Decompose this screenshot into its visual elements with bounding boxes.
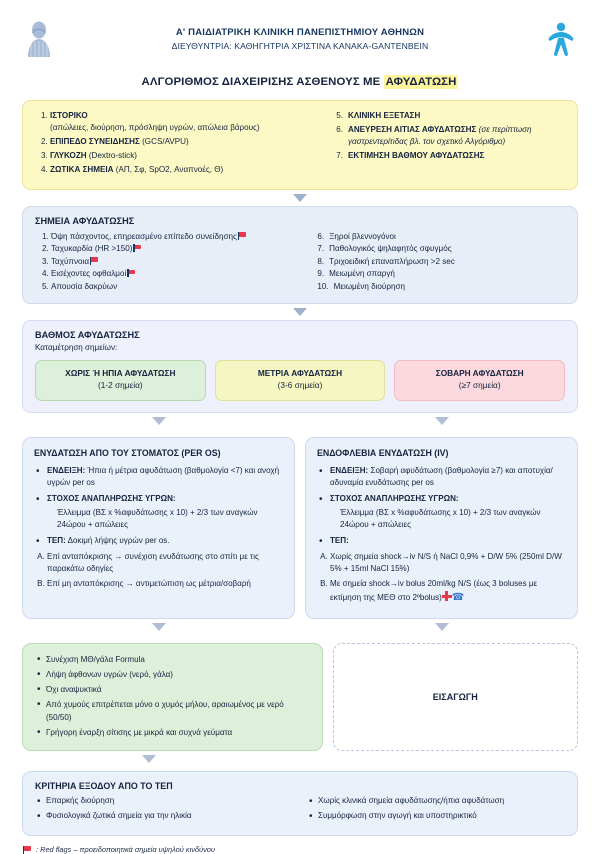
list-item: • Από χυμούς επιτρέπεται μόνο ο χυμός μήλου, αραιωμένος με νερό (50/50) xyxy=(46,698,310,724)
director-name: ΔΙΕΥΘΥΝΤΡΙΑ: ΚΑΘΗΓΗΤΡΙΑ ΧΡΙΣΤΙΝΑ ΚΑΝΑΚΑ-GANTENBEIN xyxy=(171,40,429,51)
history-item-2-note: (GCS/AVPU) xyxy=(139,136,189,146)
history-item-6-label: ΑΝΕΥΡΕΣΗ ΑΙΤΙΑΣ ΑΦΥΔΑΤΩΣΗΣ xyxy=(347,125,477,135)
university-emblem-icon xyxy=(22,18,56,60)
history-item-5-label: ΚΛΙΝΙΚΗ ΕΞΕΤΑΣΗ xyxy=(347,111,421,120)
history-item-3-note: (Dextro-stick) xyxy=(86,151,137,161)
oral-goal-label: ΣΤΟΧΟΣ ΑΝΑΠΛΗΡΩΣΗΣ ΥΓΡΩΝ: xyxy=(47,493,176,503)
sign-label: Μειωμένη διούρηση xyxy=(333,281,405,291)
footnote xyxy=(22,845,578,854)
dehydration-degree-box xyxy=(22,320,578,412)
list-item: • Γρήγορη έναρξη σίτισης με μικρά και συχνά γεύματα xyxy=(46,726,310,739)
page-title-prefix: ΑΛΓΟΡΙΘΜΟΣ ΔΙΑΧΕΙΡΙΣΗΣ ΑΣΘΕΝΟΥΣ ΜΕ xyxy=(141,76,384,88)
history-left-column xyxy=(35,110,326,179)
list-item: • Φυσιολογικά ζωτικά σημεία για την ηλικία xyxy=(46,810,293,823)
flow-arrow-4-left xyxy=(152,623,166,631)
sign-label: Μειωμένη σπαργή xyxy=(329,269,395,279)
flow-arrow-1 xyxy=(293,194,307,202)
signs-title: ΣΗΜΕΙΑ ΑΦΥΔΑΤΩΣΗΣ xyxy=(35,215,135,226)
red-flag-icon xyxy=(133,244,142,252)
list-item xyxy=(45,493,283,531)
sign-label: Παθολογικός ψηλαφητός σφυγμός xyxy=(329,244,452,254)
red-cross-icon xyxy=(442,591,452,601)
flow-arrow-5 xyxy=(142,755,156,763)
list-item xyxy=(50,150,326,162)
list-item: • Συνέχιση ΜΘ/γάλα Formula xyxy=(46,653,310,666)
footnote-text: : Red flags – προειδοποιητικά σημεία υψηλού κινδύνου xyxy=(36,845,215,854)
degree-cell-severe xyxy=(394,360,565,400)
oral-rehydration-box xyxy=(22,437,295,620)
history-item-7-label: ΕΚΤΙΜΗΣΗ ΒΑΘΜΟΥ ΑΦΥΔΑΤΩΣΗΣ xyxy=(347,151,485,161)
discharge-left-column xyxy=(35,795,293,825)
dehydration-signs-box xyxy=(22,206,578,305)
oral-indication-label: ΕΝΔΕΙΞΗ: xyxy=(47,465,86,475)
sign-number: 10. xyxy=(317,281,329,291)
iv-rehydration-header: ΕΝΔΟΦΛΕΒΙΑ ΕΝΥΔΑΤΩΣΗ (IV) xyxy=(317,447,449,458)
list-item xyxy=(45,465,283,489)
sign-label: Τριχοειδική επαναπλήρωση >2 sec xyxy=(329,256,455,266)
sign-label: Ταχυκαρδία (HR >150) xyxy=(51,244,133,254)
oral-goal-text: Έλλειμμα (ΒΣ x %αφυδάτωσης x 10) + 2/3 των αναγκών 24ώρου + απώλειες xyxy=(57,507,258,529)
admission-label: ΕΙΣΑΓΩΓΗ xyxy=(432,692,478,703)
history-item-4-label: ΖΩΤΙΚΑ ΣΗΜΕΙΑ xyxy=(50,165,114,175)
discharge-right-column xyxy=(307,795,565,825)
degree-mild-score: (1-2 σημεία) xyxy=(97,379,143,390)
list-item: B. Επί μη ανταπόκρισης → αντιμετώπιση ως μέτρια/σοβαρή xyxy=(47,578,283,590)
list-item: • Χωρίς κλινικά σημεία αφυδάτωσης/ήπια αφυδάτωση xyxy=(318,795,565,808)
page-title xyxy=(22,76,578,88)
flow-arrow-4-right xyxy=(435,623,449,631)
sign-label: Όψη πάσχοντος, επηρεασμένο επίπεδο συνείδησης xyxy=(51,231,237,241)
history-item-2-label: ΕΠΙΠΕΔΟ ΣΥΝΕΙΔΗΣΗΣ xyxy=(50,136,140,146)
iv-rehydration-box xyxy=(305,437,578,620)
iv-tep-label: ΤΕΠ: xyxy=(330,536,349,546)
sign-label: Ξηροί βλεννογόνοι xyxy=(329,231,396,241)
page-title-highlight: ΑΦΥΔΑΤΩΣΗ xyxy=(385,76,457,88)
discharge-header: ΚΡΙΤΗΡΙΑ ΕΞΟΔΟΥ ΑΠΟ ΤΟ ΤΕΠ xyxy=(35,781,173,792)
list-item xyxy=(317,256,565,269)
oral-options-list xyxy=(34,551,283,590)
history-item-4-note: (ΑΠ, Σφ, SpO2, Αναπνοές, Θ) xyxy=(113,165,224,175)
history-item-7-number: 7. xyxy=(336,151,343,161)
list-item xyxy=(317,268,565,281)
history-item-5-number: 5. xyxy=(336,111,343,120)
admission-box xyxy=(333,643,578,751)
red-flag-icon xyxy=(23,846,32,854)
list-item: A. Χωρίς σημεία shock→iv N/S ή NaCl 0,9% + D/W 5% (250ml D/W 5% + 15ml NaCl 15%) xyxy=(330,551,566,575)
list-item xyxy=(45,535,283,547)
sign-number: 8. xyxy=(317,256,325,266)
list-item: • Όχι αναψυκτικά xyxy=(46,683,310,696)
red-flag-icon xyxy=(90,257,99,265)
list-item xyxy=(328,465,566,489)
degree-moderate-name: ΜΕΤΡΙΑ ΑΦΥΔΑΤΩΣΗ xyxy=(257,368,343,379)
history-item-6-number: 6. xyxy=(336,125,343,135)
list-item xyxy=(51,268,303,281)
history-item-6-note: (σε περίπτωση γαστρεντερίτιδας βλ. τον σχετικό Αλγόριθμο) xyxy=(347,125,532,146)
oral-tep-text: Δοκιμή λήψης υγρών per os. xyxy=(65,536,170,546)
signs-right-column xyxy=(317,231,565,294)
list-item xyxy=(50,110,326,133)
iv-indication-label: ΕΝΔΕΙΞΗ: xyxy=(330,465,369,475)
degree-mild-name: ΧΩΡΙΣ Ή ΗΠΙΑ ΑΦΥΔΑΤΩΣΗ xyxy=(65,368,176,379)
oral-tep-label: ΤΕΠ: xyxy=(47,536,66,546)
child-figure-logo-icon xyxy=(544,19,578,59)
history-box xyxy=(22,100,578,190)
oral-rehydration-header: ΕΝΥΔΑΤΩΣΗ ΑΠΟ ΤΟΥ ΣΤΟΜΑΤΟΣ (PER OS) xyxy=(34,447,221,458)
flow-arrow-3-right xyxy=(435,417,449,425)
list-item xyxy=(336,110,565,122)
advice-admission-row xyxy=(22,643,578,751)
list-item xyxy=(51,243,303,256)
page-header xyxy=(22,14,578,66)
sign-number: 6. xyxy=(317,231,325,241)
institution-name: Α' ΠΑΙΔΙΑΤΡΙΚΗ ΚΛΙΝΙΚΗ ΠΑΝΕΠΙΣΤΗΜΙΟΥ ΑΘΗΝΩΝ xyxy=(175,26,425,38)
red-flag-icon xyxy=(238,232,247,240)
sign-label: Εισέχοντες οφθαλμοί xyxy=(51,269,127,279)
treatment-row xyxy=(22,437,578,620)
sign-label: Απουσία δακρύων xyxy=(51,281,118,291)
list-item xyxy=(50,136,326,148)
list-item xyxy=(50,164,326,176)
iv-indication-text: Σοβαρή αφυδάτωση (βαθμολογία ≥7) και αποτυχία/αδυναμία ενυδάτωσης per os xyxy=(330,465,553,487)
sign-number: 7. xyxy=(317,244,325,254)
degree-moderate-score: (3-6 σημεία) xyxy=(277,379,323,390)
home-advice-box xyxy=(22,643,323,751)
iv-goal-label: ΣΤΟΧΟΣ ΑΝΑΠΛΗΡΩΣΗΣ ΥΓΡΩΝ: xyxy=(330,493,459,503)
iv-option-b-text: Με σημεία shock→iv bolus 20ml/kg N/S (έως 3 boluses με εκτίμηση της ΜΕΘ στο 2ºbolus) xyxy=(330,579,538,603)
degree-subtitle: Καταμέτρηση σημείων: xyxy=(35,343,118,353)
sign-label: Ταχύπνοια xyxy=(51,256,90,266)
degree-cell-moderate xyxy=(215,360,386,400)
history-item-1-label: ΙΣΤΟΡΙΚΟ xyxy=(50,111,88,120)
list-item: • Επαρκής διούρηση xyxy=(46,795,293,808)
history-item-3-label: ΓΛΥΚΟΖΗ xyxy=(50,151,87,161)
degree-severe-score: (≥7 σημεία) xyxy=(458,379,501,390)
list-item: A. Επί ανταπόκρισης → συνέχιση ενυδάτωσης στο σπίτι με τις παρακάτω οδηγίες xyxy=(47,551,283,575)
history-item-1-note: (απώλειες, διούρηση, πρόσληψη υγρών, απώλεια βάρους) xyxy=(50,122,260,132)
list-item xyxy=(328,535,566,547)
history-right-column xyxy=(336,110,565,179)
flow-arrow-2 xyxy=(293,308,307,316)
list-item xyxy=(51,256,303,269)
degree-cell-mild xyxy=(35,360,206,400)
phone-icon: ☎ xyxy=(451,592,465,604)
red-flag-icon xyxy=(127,269,136,277)
list-item xyxy=(336,150,565,162)
degree-severe-name: ΣΟΒΑΡΗ ΑΦΥΔΑΤΩΣΗ xyxy=(435,368,524,379)
degree-title: ΒΑΘΜΟΣ ΑΦΥΔΑΤΩΣΗΣ xyxy=(35,330,140,341)
flow-arrow-3-left xyxy=(152,417,166,425)
list-item xyxy=(317,231,565,244)
oral-indication-text: Ήπια ή μέτρια αφυδάτωση (βαθμολογία <7) και ανοχή υγρών per os xyxy=(47,465,280,487)
list-item xyxy=(328,493,566,531)
list-item xyxy=(51,281,303,294)
list-item xyxy=(317,243,565,256)
list-item xyxy=(330,578,566,605)
list-item xyxy=(51,231,303,244)
list-item: • Λήψη άφθονων υγρών (νερό, γάλα) xyxy=(46,668,310,681)
sign-number: 9. xyxy=(317,269,325,279)
list-item xyxy=(336,124,565,147)
signs-left-column xyxy=(35,231,303,294)
iv-options-list xyxy=(317,551,566,605)
discharge-criteria-box xyxy=(22,771,578,836)
list-item xyxy=(317,281,565,294)
iv-goal-text: Έλλειμμα (ΒΣ x %αφυδάτωσης x 10) + 2/3 των αναγκών 24ώρου + απώλειες xyxy=(340,507,541,529)
header-text-block xyxy=(66,26,534,52)
list-item: • Συμμόρφωση στην αγωγή και υποστηρικτικό xyxy=(318,810,565,823)
